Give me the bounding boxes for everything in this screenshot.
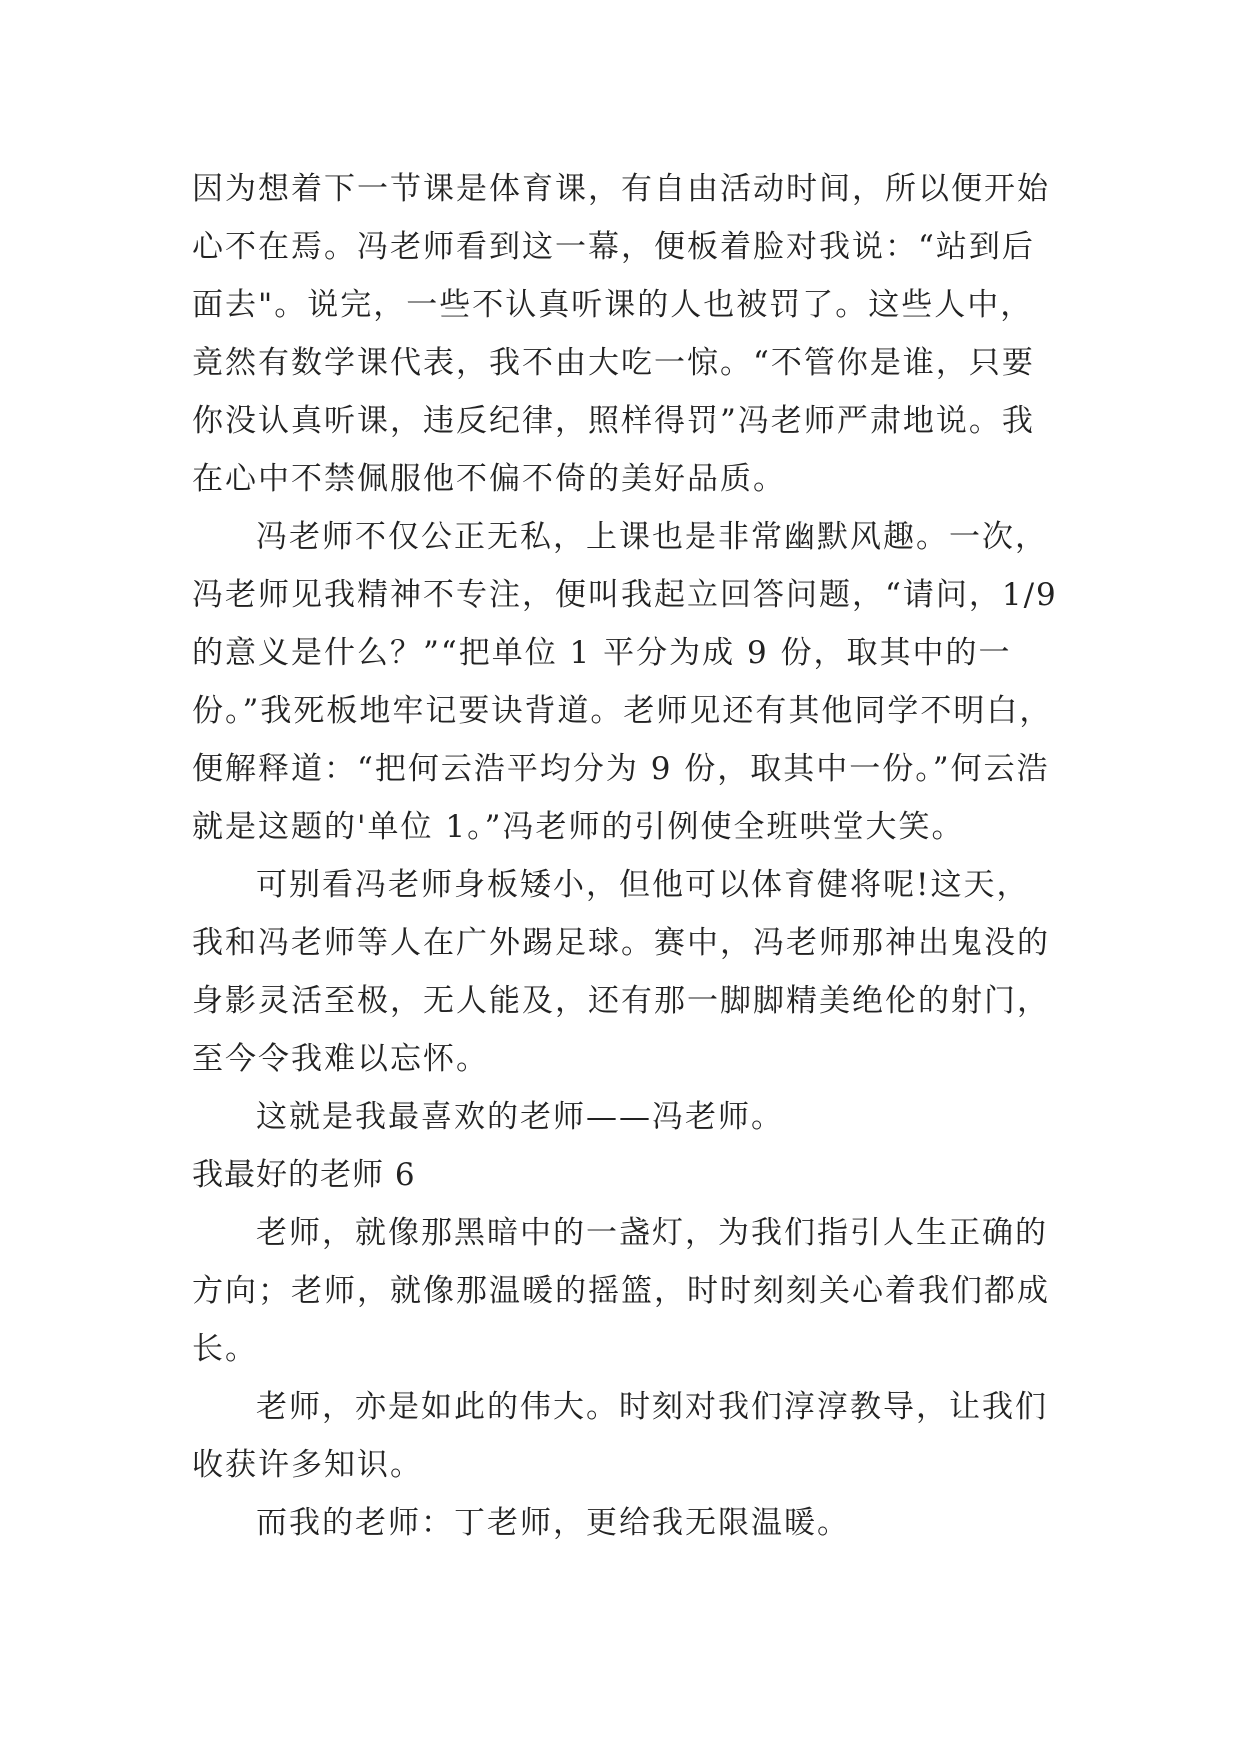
text-line: 我和冯老师等人在广外踢足球。赛中，冯老师那神出鬼没的 xyxy=(192,925,1050,961)
paragraph-start-line: 这就是我最喜欢的老师——冯老师。 xyxy=(256,1099,784,1135)
paragraph-start-line: 而我的老师：丁老师，更给我无限温暖。 xyxy=(256,1505,850,1541)
text-line: 长。 xyxy=(192,1331,258,1367)
text-line: 你没认真听课，违反纪律，照样得罚”冯老师严肃地说。我 xyxy=(192,403,1035,439)
text-line: 因为想着下一节课是体育课，有自由活动时间，所以便开始 xyxy=(192,171,1050,207)
document-body xyxy=(192,160,1058,1552)
paragraph-start-line: 可别看冯老师身板矮小，但他可以体育健将呢!这天， xyxy=(256,867,1030,903)
text-line: 至今令我难以忘怀。 xyxy=(192,1041,489,1077)
paragraph-start-line: 老师，亦是如此的伟大。时刻对我们淳淳教导，让我们 xyxy=(256,1389,1048,1425)
text-line: 面去"。说完，一些不认真听课的人也被罚了。这些人中， xyxy=(192,287,1034,323)
paragraph-start-line: 冯老师不仅公正无私，上课也是非常幽默风趣。一次， xyxy=(256,519,1048,555)
text-line: 的意义是什么？”“把单位 1 平分为成 9 份，取其中的一 xyxy=(192,635,1012,671)
text-line: 心不在焉。冯老师看到这一幕，便板着脸对我说：“站到后 xyxy=(192,229,1035,265)
text-line: 方向；老师，就像那温暖的摇篮，时时刻刻关心着我们都成 xyxy=(192,1273,1050,1309)
text-line: 在心中不禁佩服他不偏不倚的美好品质。 xyxy=(192,461,786,497)
text-line: 便解释道：“把何云浩平均分为 9 份，取其中一份。”何云浩 xyxy=(192,751,1050,787)
paragraph-start-line: 老师，就像那黑暗中的一盏灯，为我们指引人生正确的 xyxy=(256,1215,1048,1251)
text-line: 份。”我死板地牢记要诀背道。老师见还有其他同学不明白， xyxy=(192,693,1053,729)
text-line: 冯老师见我精神不专注，便叫我起立回答问题，“请问，1/9 xyxy=(192,577,1058,613)
text-line: 收获许多知识。 xyxy=(192,1447,423,1483)
text-line: 身影灵活至极，无人能及，还有那一脚脚精美绝伦的射门， xyxy=(192,983,1050,1019)
text-line: 就是这题的'单位 1。”冯老师的引例使全班哄堂大笑。 xyxy=(192,809,965,845)
text-line: 竟然有数学课代表，我不由大吃一惊。“不管你是谁，只要 xyxy=(192,345,1035,381)
section-heading: 我最好的老师 6 xyxy=(192,1157,416,1193)
